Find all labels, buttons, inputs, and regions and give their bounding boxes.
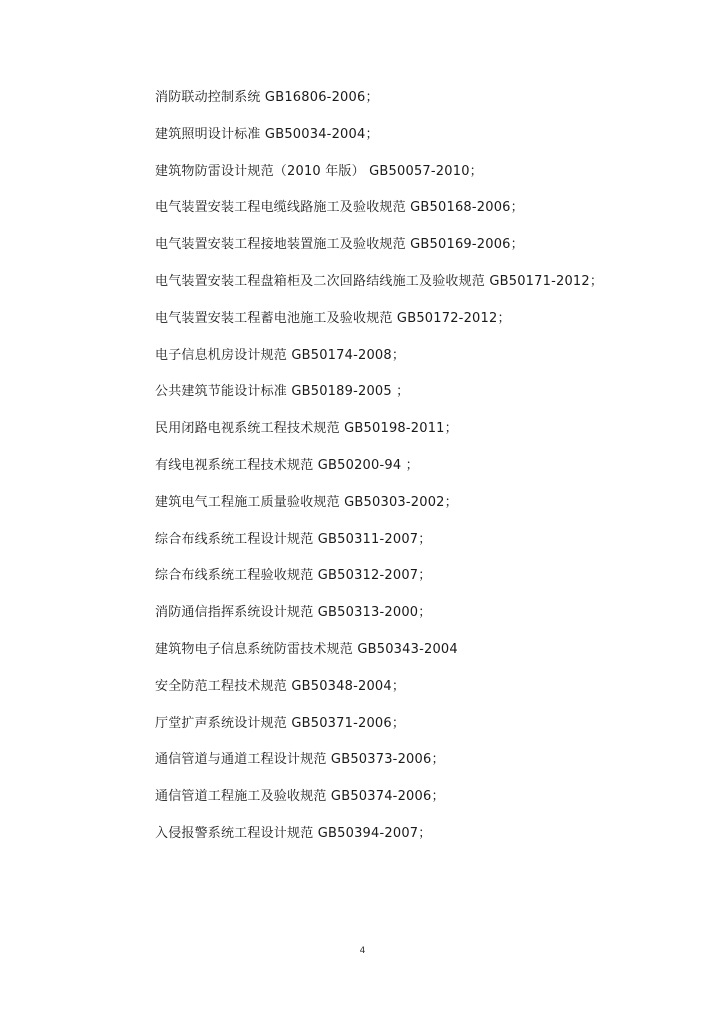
list-item: 有线电视系统工程技术规范 GB50200-94 ；: [155, 457, 419, 473]
list-item: 安全防范工程技术规范 GB50348-2004；: [155, 678, 406, 694]
list-item: 电气装置安装工程电缆线路施工及验收规范 GB50168-2006；: [155, 200, 524, 216]
list-item: 消防通信指挥系统设计规范 GB50313-2000；: [155, 605, 432, 621]
list-item: 入侵报警系统工程设计规范 GB50394-2007；: [155, 825, 432, 841]
list-item: 通信管道工程施工及验收规范 GB50374-2006；: [155, 789, 445, 805]
list-item: 电气装置安装工程接地装置施工及验收规范 GB50169-2006；: [155, 237, 524, 253]
list-item: 通信管道与通道工程设计规范 GB50373-2006；: [155, 752, 445, 768]
list-item: 消防联动控制系统 GB16806-2006；: [155, 90, 379, 105]
list-item: 建筑物电子信息系统防雷技术规范 GB50343-2004: [155, 641, 458, 657]
list-item: 建筑照明设计标准 GB50034-2004；: [155, 126, 379, 142]
list-item: 厅堂扩声系统设计规范 GB50371-2006；: [155, 715, 406, 731]
list-item: 综合布线系统工程验收规范 GB50312-2007；: [155, 568, 432, 584]
list-item: 建筑电气工程施工质量验收规范 GB50303-2002；: [155, 494, 458, 510]
list-item: 电子信息机房设计规范 GB50174-2008；: [155, 347, 406, 363]
list-item: 综合布线系统工程设计规范 GB50311-2007；: [155, 531, 432, 547]
list-item: 电气装置安装工程蓄电池施工及验收规范 GB50172-2012；: [155, 310, 511, 326]
list-item: 电气装置安装工程盘箱柜及二次回路结线施工及验收规范 GB50171-2012；: [155, 273, 604, 289]
standards-list: [155, 86, 603, 859]
page-number: 4: [359, 946, 366, 956]
list-item: 民用闭路电视系统工程技术规范 GB50198-2011；: [155, 421, 458, 437]
list-item: 建筑物防雷设计规范（2010 年版） GB50057-2010；: [155, 163, 483, 179]
list-item: 公共建筑节能设计标准 GB50189-2005 ；: [155, 384, 410, 400]
